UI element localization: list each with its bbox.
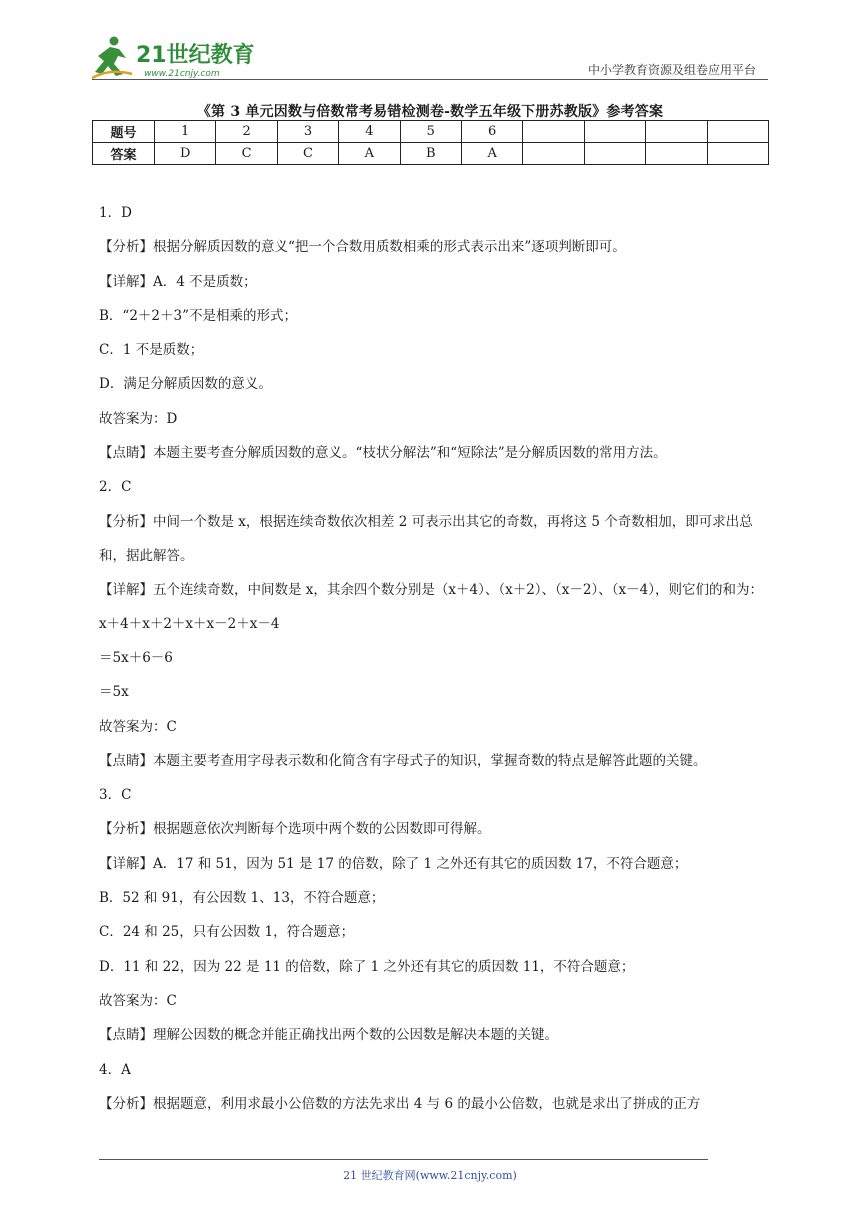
answer-row-label: 答案 — [93, 143, 155, 165]
answer-cell: C — [277, 143, 338, 165]
detail-line: 【详解】五个连续奇数，中间数是 x，其余四个数分别是（x＋4）、（x＋2）、（x－2）、（x－4），则它们的和为： — [99, 581, 763, 598]
question-number — [646, 121, 707, 143]
answer-cell: D — [155, 143, 216, 165]
question-number: 2 — [216, 121, 277, 143]
answer-cell — [707, 143, 768, 165]
detail-line: C．24 和 25，只有公因数 1，符合题意； — [99, 924, 355, 941]
logo — [92, 34, 262, 82]
number-row — [93, 121, 769, 143]
number-row-label: 题号 — [93, 121, 155, 143]
answer-explanations — [99, 196, 767, 1121]
answer-cell — [584, 143, 645, 165]
detail-line: C．1 不是质数； — [99, 342, 204, 359]
detail-line: 【详解】A．4 不是质数； — [99, 273, 257, 290]
question-number — [584, 121, 645, 143]
answer-cell — [646, 143, 707, 165]
logo-url: www.21cnjy.com — [144, 69, 220, 79]
question-heading: 1．D — [99, 205, 132, 221]
analysis-line: 【分析】中间一个数是 x，根据连续奇数依次相差 2 可表示出其它的奇数，再将这 5 个奇数相加，即可求出总和，据此解答。 — [99, 513, 753, 564]
platform-name: 中小学教育资源及组卷应用平台 — [587, 63, 756, 77]
header-divider — [92, 79, 768, 80]
analysis-line: 【分析】根据题意，利用求最小公倍数的方法先求出 4 与 6 的最小公倍数，也就是求出了拼成的正方 — [99, 1095, 701, 1112]
answer-cell — [523, 143, 584, 165]
question-number — [707, 121, 768, 143]
detail-line: D．满足分解质因数的意义。 — [99, 376, 272, 393]
detail-line: D．11 和 22，因为 22 是 11 的倍数，除了 1 之外还有其它的质因数 11，不符合题意； — [99, 958, 635, 975]
runner-icon — [92, 37, 132, 79]
question-heading: 3．C — [99, 787, 132, 804]
answer-line: 故答案为：C — [99, 718, 177, 735]
comment-line: 【点睛】本题主要考查用字母表示数和化简含有字母式子的知识，掌握奇数的特点是解答此题的关键。 — [99, 752, 707, 769]
detail-line: B．52 和 91，有公因数 1、13，不符合题意； — [99, 890, 385, 907]
question-number: 4 — [339, 121, 400, 143]
answer-cell: B — [400, 143, 461, 165]
question-number: 6 — [461, 121, 522, 143]
answer-cell: A — [339, 143, 400, 165]
comment-line: 【点睛】理解公因数的概念并能正确找出两个数的公因数是解决本题的关键。 — [99, 1027, 558, 1044]
answer-row — [93, 143, 769, 165]
document-title: 《第 3 单元因数与倍数常考易错检测卷-数学五年级下册苏教版》参考答案 — [196, 104, 664, 120]
question-number: 3 — [277, 121, 338, 143]
comment-line: 【点睛】本题主要考查分解质因数的意义。“枝状分解法”和“短除法”是分解质因数的常用方法。 — [99, 445, 667, 462]
question-heading: 4．A — [99, 1061, 131, 1078]
equation-line: x＋4＋x＋2＋x＋x－2＋x－4 — [99, 615, 280, 632]
answer-cell: C — [216, 143, 277, 165]
analysis-line: 【分析】根据题意依次判断每个选项中两个数的公因数即可得解。 — [99, 821, 491, 838]
analysis-line: 【分析】根据分解质因数的意义“把一个合数用质数相乘的形式表示出来”逐项判断即可。 — [99, 239, 626, 256]
equation-line: ＝5x＋6－6 — [99, 649, 173, 666]
answer-line: 故答案为：C — [99, 992, 177, 1009]
detail-line: 【详解】A．17 和 51，因为 51 是 17 的倍数，除了 1 之外还有其它的质因数 17，不符合题意； — [99, 855, 688, 872]
answer-table — [92, 120, 769, 165]
footer-divider — [99, 1159, 708, 1160]
question-number: 1 — [155, 121, 216, 143]
footer-link[interactable]: 21 世纪教育网(www.21cnjy.com) — [343, 1169, 517, 1182]
question-heading: 2．C — [99, 479, 132, 496]
question-number: 5 — [400, 121, 461, 143]
answer-line: 故答案为：D — [99, 410, 178, 427]
equation-line: ＝5x — [99, 684, 129, 701]
question-number — [523, 121, 584, 143]
logo-text: 21世纪教育 — [136, 43, 255, 68]
detail-line: B．“2＋2＋3”不是相乘的形式； — [99, 307, 297, 324]
answer-cell: A — [461, 143, 522, 165]
